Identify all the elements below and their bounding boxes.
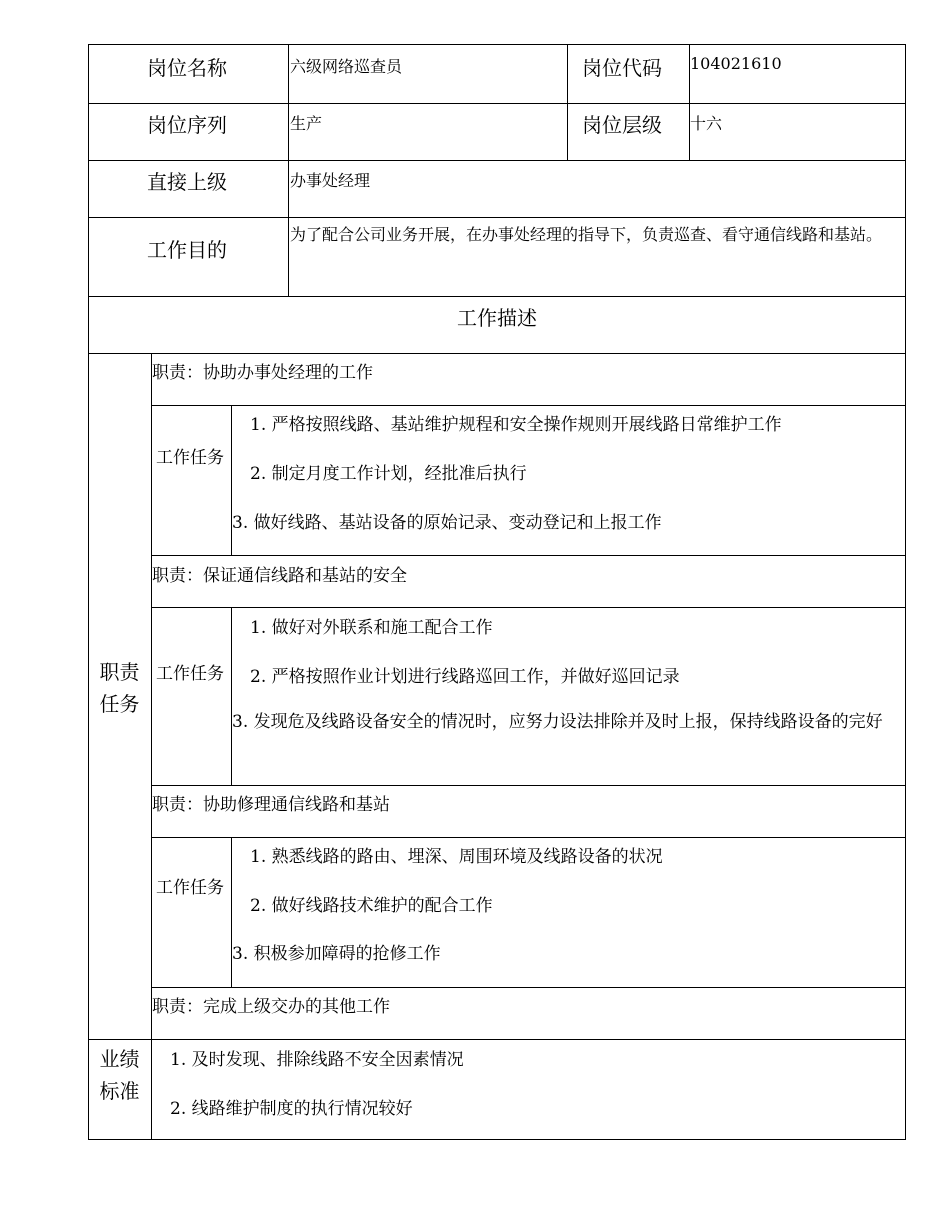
task-item: 3. 做好线路、基站设备的原始记录、变动登记和上报工作 <box>232 513 662 533</box>
post-name-label: 岗位名称 <box>147 56 227 80</box>
task-label: 工作任务 <box>156 448 224 468</box>
superior-label: 直接上级 <box>147 170 227 194</box>
duty-item: 职责：保证通信线路和基站的安全 <box>152 566 407 586</box>
job-description-table <box>88 44 906 1140</box>
performance-item: 2. 线路维护制度的执行情况较好 <box>170 1099 413 1119</box>
task-item: 2. 做好线路技术维护的配合工作 <box>250 896 493 916</box>
purpose-label: 工作目的 <box>147 238 227 262</box>
duties-label: 职责任务 <box>99 660 140 716</box>
row-divider <box>151 785 906 786</box>
row-divider <box>88 217 906 218</box>
performance-item: 1. 及时发现、排除线路不安全因素情况 <box>170 1050 464 1070</box>
task-label: 工作任务 <box>156 878 224 898</box>
post-seq-label: 岗位序列 <box>147 113 227 137</box>
task-item: 3. 发现危及线路设备安全的情况时，应努力设法排除并及时上报，保持线路设备的完好 <box>232 712 883 732</box>
row-divider <box>151 837 906 838</box>
task-item: 1. 熟悉线路的路由、埋深、周围环境及线路设备的状况 <box>250 847 663 867</box>
duty-item: 职责：完成上级交办的其他工作 <box>152 997 390 1017</box>
row-divider <box>88 1039 906 1040</box>
duty-item: 职责：协助办事处经理的工作 <box>152 363 373 383</box>
col-divider <box>567 44 568 160</box>
task-item: 1. 做好对外联系和施工配合工作 <box>250 618 493 638</box>
row-divider <box>88 103 906 104</box>
row-divider <box>151 987 906 988</box>
post-name-value: 六级网络巡查员 <box>290 57 403 76</box>
post-seq-value: 生产 <box>290 114 323 133</box>
task-item: 2. 制定月度工作计划，经批准后执行 <box>250 464 527 484</box>
row-divider <box>151 405 906 406</box>
row-divider <box>88 160 906 161</box>
row-divider <box>151 555 906 556</box>
col-divider <box>288 44 289 296</box>
row-divider <box>88 353 906 354</box>
row-divider <box>151 607 906 608</box>
row-divider <box>88 296 906 297</box>
superior-value: 办事处经理 <box>290 171 371 190</box>
post-level-label: 岗位层级 <box>582 113 662 137</box>
purpose-value: 为了配合公司业务开展，在办事处经理的指导下，负责巡查、看守通信线路和基站。 <box>290 225 883 244</box>
col-divider <box>231 837 232 987</box>
col-divider <box>151 353 152 1140</box>
performance-label: 业绩标准 <box>99 1047 140 1103</box>
task-item: 3. 积极参加障碍的抢修工作 <box>232 944 441 964</box>
task-label: 工作任务 <box>156 664 224 684</box>
col-divider <box>231 607 232 785</box>
task-item: 2. 严格按照作业计划进行线路巡回工作，并做好巡回记录 <box>250 667 680 687</box>
duty-item: 职责：协助修理通信线路和基站 <box>152 795 390 815</box>
post-level-value: 十六 <box>690 114 723 133</box>
work-description-title: 工作描述 <box>457 306 537 330</box>
post-code-value: 104021610 <box>690 54 782 73</box>
task-item: 1. 严格按照线路、基站维护规程和安全操作规则开展线路日常维护工作 <box>250 415 782 435</box>
post-code-label: 岗位代码 <box>582 56 662 80</box>
